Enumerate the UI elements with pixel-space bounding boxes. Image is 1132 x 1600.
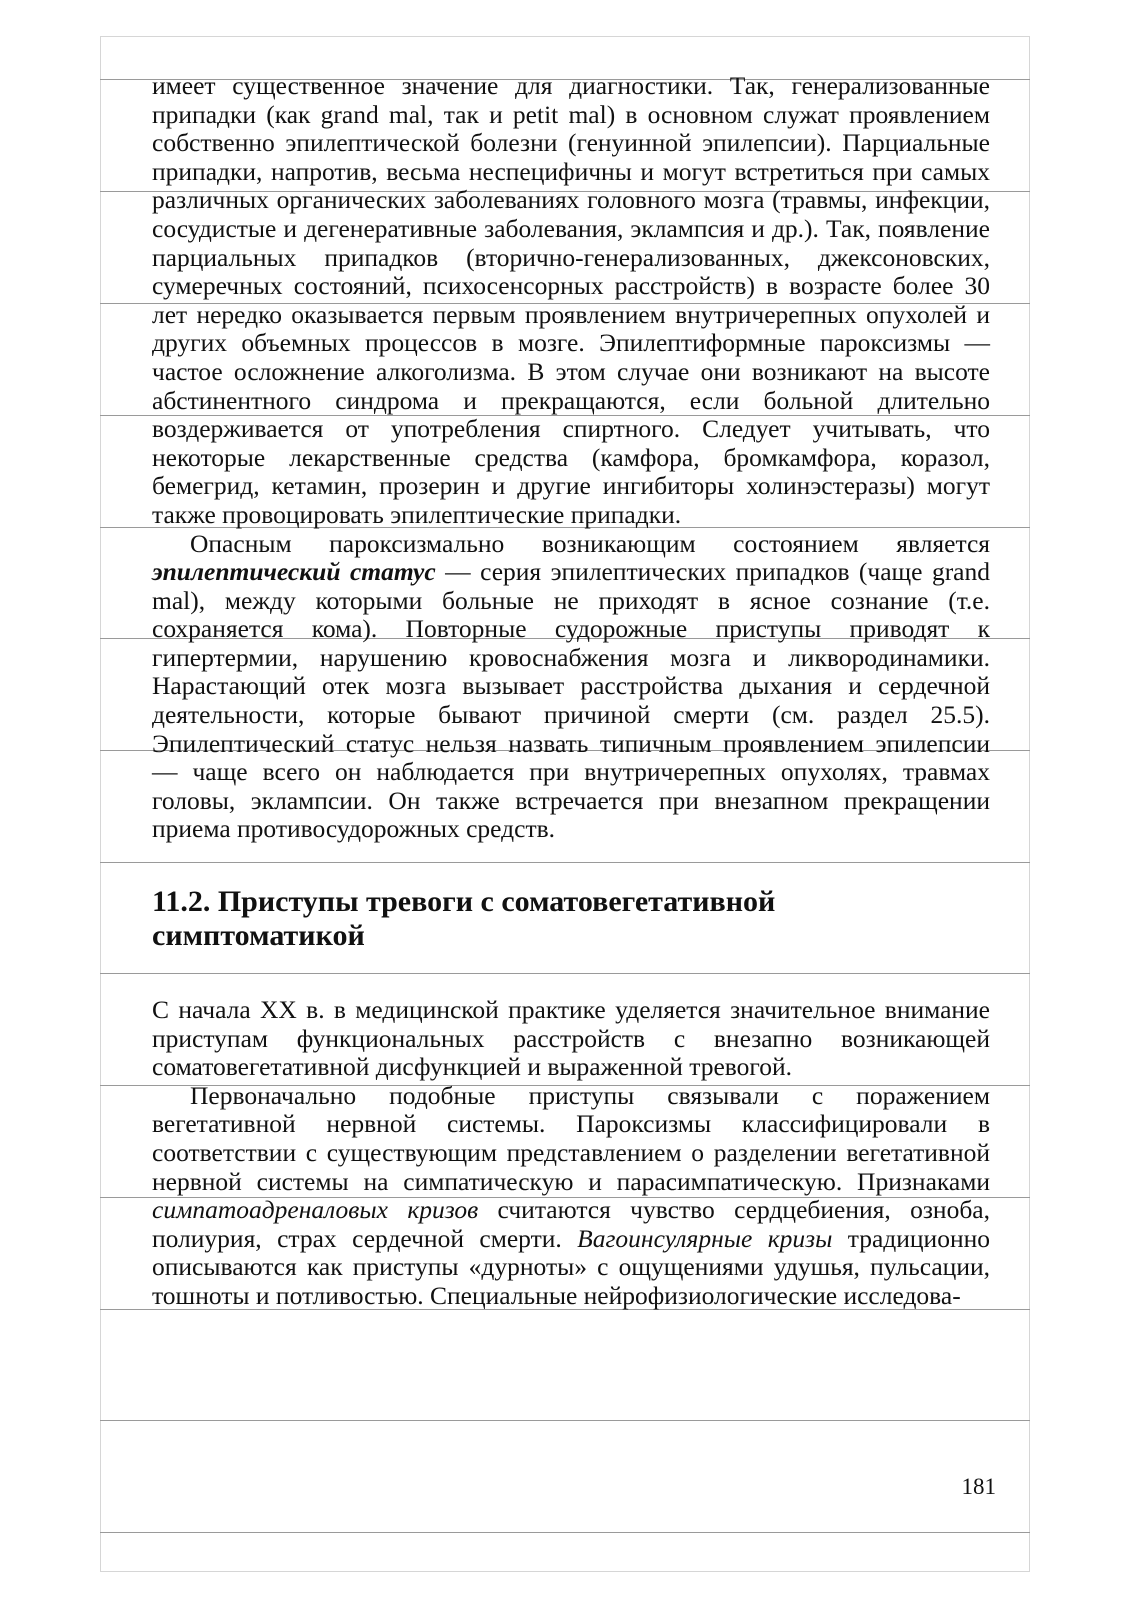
page-number: 181 [961, 1474, 996, 1499]
paragraph-text: Опасным пароксизмально возникающим состоянием является [190, 528, 990, 558]
paragraph-text: традиционно описываются как приступы «дурноты» с ощущениями удушья, пульсации, тошноты и потливостью. Специальные нейрофизиологические исследова- [152, 1223, 990, 1310]
scan-line [100, 1420, 1030, 1421]
paragraph-crises [152, 1082, 990, 1311]
paragraph-diagnostics: имеет существенное значение для диагностики. Так, генерализованные припадки (как grand mal, так и petit mal) в основном служат проявлением собственно эпилептической болезни (генуинной эпилепсии). Парциальные припадки, напротив, весьма неспецифичны и могут встретиться при самых различных органических заболеваниях головного мозга (травмы, инфекции, сосудистые и дегенеративные заболевания, эклампсия и др.). Так, появление парциальных припадков (вторично-генерализованных, джексоновских, сумеречных состояний, психосенсорных расстройств) в возрасте более 30 лет нередко оказывается первым проявлением внутричерепных опухолей и других объемных процессов в мозге. Эпилептиформные пароксизмы — частое осложнение алкоголизма. В этом случае они возникают на высоте абстинентного синдрома и прекращаются, если больной длительно воздерживается от употребления спиртного. Следует учитывать, что некоторые лекарственные средства (камфора, бромкамфора, коразол, бемегрид, кетамин, прозерин и другие ингибиторы холинэстеразы) могут также провоцировать эпилептические припадки. [152, 71, 990, 529]
term-sympathoadrenal-crises: симпатоадреналовых кризов [152, 1195, 479, 1225]
paragraph-text: — серия эпилептических припадков (чаще grand mal), между которыми больные не приходят в ясное сознание (т.е. сохраняется кома). Повторные судорожные приступы приводят к гипертермии, нарушению кровоснабжения мозга и ликвородинамики. Нарастающий отек мозга вызывает расстройства дыхания и сердечной деятельности, которые бывают причиной смерти (см. раздел 25.5). Эпилептический статус нельзя назвать типичным проявлением эпилепсии — чаще всего он наблюдается при внутричерепных опухолях, травмах головы, эклампсии. Он также встречается при внезапном прекращении приема противосудорожных средств. [152, 557, 991, 844]
paragraph-text: Первоначально подобные приступы связывали с поражением вегетативной нервной системы. Пароксизмы классифицировали в соответствии с существующим представлением о разделении вегетативной нервной системы на симпатическую и парасимпатическую. Признаками [152, 1080, 990, 1196]
term-status-epilepticus: эпилептический статус [152, 557, 436, 587]
section-heading: 11.2. Приступы тревоги с соматовегетативной симптоматикой [152, 885, 776, 953]
paragraph-text: считаются чувство сердцебиения, озноба, полиурия, страх сердечной смерти. [152, 1195, 990, 1253]
scan-line [100, 1532, 1030, 1533]
term-vagoinsular-crises: Вагоинсулярные кризы [577, 1223, 833, 1253]
page-body [152, 72, 990, 1311]
paragraph-status-epilepticus [152, 530, 990, 845]
paragraph-intro: С начала XX в. в медицинской практике уделяется значительное внимание приступам функциональных расстройств с внезапно возникающей соматовегетативной дисфункцией и выраженной тревогой. [152, 995, 990, 1082]
